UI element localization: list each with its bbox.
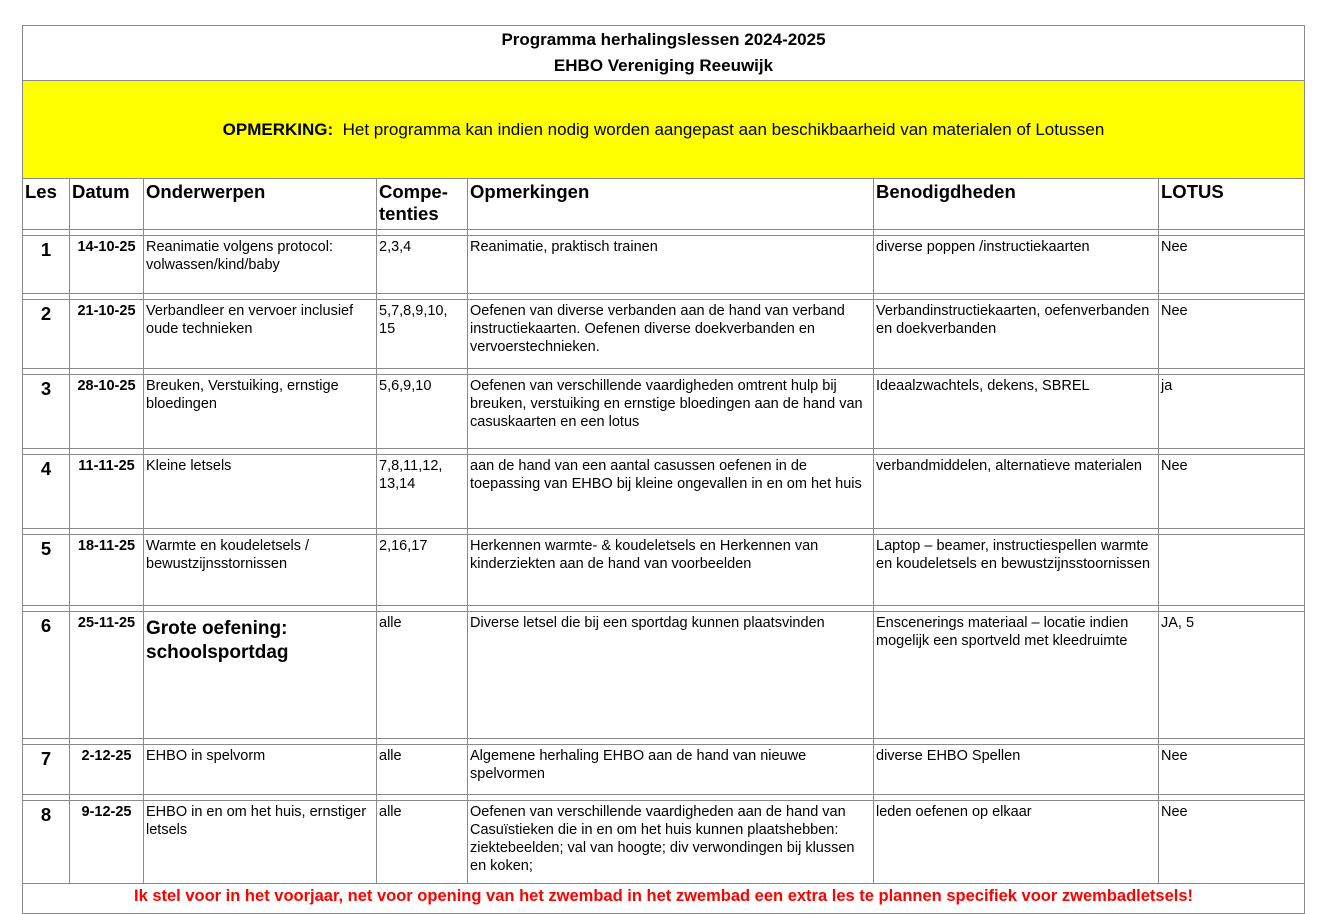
cell-competenties: 7,8,11,12, 13,14	[377, 455, 468, 529]
cell-benodigdheden: Enscenerings materiaal – locatie indien mogelijk een sportveld met kleedruimte	[874, 612, 1159, 739]
cell-datum: 21-10-25	[70, 300, 144, 369]
cell-lotus: JA, 5	[1159, 612, 1305, 739]
table-row	[23, 375, 1305, 449]
footer-note: Ik stel voor in het voorjaar, net voor opening van het zwembad in het zwembad een extra les te plannen specifiek voor zwembadletsels!	[23, 884, 1305, 914]
note-text: Het programma kan indien nodig worden aangepast aan beschikbaarheid van materialen of Lotussen	[342, 119, 1105, 139]
cell-les: 2	[23, 300, 70, 369]
cell-datum: 9-12-25	[70, 801, 144, 884]
cell-onderwerpen: EHBO in en om het huis, ernstiger letsels	[144, 801, 377, 884]
cell-onderwerpen: Reanimatie volgens protocol: volwassen/kind/baby	[144, 236, 377, 294]
cell-les: 6	[23, 612, 70, 739]
title-row	[23, 26, 1305, 81]
cell-opmerkingen: Herkennen warmte- & koudeletsels en Herkennen van kinderziekten aan de hand van voorbeelden	[468, 535, 874, 606]
cell-datum: 11-11-25	[70, 455, 144, 529]
cell-onderwerpen: Verbandleer en vervoer inclusief oude technieken	[144, 300, 377, 369]
cell-les: 8	[23, 801, 70, 884]
cell-opmerkingen: aan de hand van een aantal casussen oefenen in de toepassing van EHBO bij kleine ongevallen in en om het huis	[468, 455, 874, 529]
cell-onderwerpen: EHBO in spelvorm	[144, 745, 377, 795]
cell-lotus: Nee	[1159, 236, 1305, 294]
cell-opmerkingen: Oefenen van verschillende vaardigheden omtrent hulp bij breuken, verstuiking en ernstige bloedingen aan de hand van casuskaarten en een lotus	[468, 375, 874, 449]
col-header-les: Les	[23, 179, 70, 230]
cell-onderwerpen	[144, 612, 377, 739]
cell-benodigdheden: Laptop – beamer, instructiespellen warmte en koudeletsels en bewustzijnsstoornissen	[874, 535, 1159, 606]
cell-onderwerpen: Breuken, Verstuiking, ernstige bloedingen	[144, 375, 377, 449]
cell-les: 1	[23, 236, 70, 294]
cell-datum: 18-11-25	[70, 535, 144, 606]
cell-benodigdheden: diverse poppen /instructiekaarten	[874, 236, 1159, 294]
col-header-lotus: LOTUS	[1159, 179, 1305, 230]
cell-datum: 28-10-25	[70, 375, 144, 449]
cell-competenties: 2,3,4	[377, 236, 468, 294]
cell-lotus: Nee	[1159, 455, 1305, 529]
cell-benodigdheden: leden oefenen op elkaar	[874, 801, 1159, 884]
note-label: OPMERKING:	[222, 119, 334, 139]
cell-les: 7	[23, 745, 70, 795]
cell-opmerkingen: Oefenen van diverse verbanden aan de hand van verband instructiekaarten. Oefenen diverse doekverbanden en vervoerstechnieken.	[468, 300, 874, 369]
lesson-rows	[23, 230, 1305, 884]
col-header-competenties-line1: Compe-	[379, 181, 448, 202]
highlighted-topic: Grote oefening: schoolsportdag	[146, 618, 289, 663]
cell-competenties: alle	[377, 801, 468, 884]
cell-competenties: alle	[377, 612, 468, 739]
col-header-onderwerpen: Onderwerpen	[144, 179, 377, 230]
program-document	[22, 25, 1304, 914]
cell-competenties: 5,6,9,10	[377, 375, 468, 449]
col-header-benodigdheden: Benodigdheden	[874, 179, 1159, 230]
cell-les: 3	[23, 375, 70, 449]
col-header-competenties-line2: tenties	[379, 203, 439, 224]
cell-les: 4	[23, 455, 70, 529]
cell-benodigdheden: Ideaalzwachtels, dekens, SBREL	[874, 375, 1159, 449]
cell-les: 5	[23, 535, 70, 606]
cell-opmerkingen: Reanimatie, praktisch trainen	[468, 236, 874, 294]
table-row	[23, 612, 1305, 739]
col-header-opmerkingen: Opmerkingen	[468, 179, 874, 230]
cell-lotus: ja	[1159, 375, 1305, 449]
cell-opmerkingen: Diverse letsel die bij een sportdag kunnen plaatsvinden	[468, 612, 874, 739]
col-header-datum: Datum	[70, 179, 144, 230]
table-row	[23, 300, 1305, 369]
cell-benodigdheden: Verbandinstructiekaarten, oefenverbanden en doekverbanden	[874, 300, 1159, 369]
cell-onderwerpen: Warmte en koudeletsels / bewustzijnsstornissen	[144, 535, 377, 606]
col-header-competenties	[377, 179, 468, 230]
cell-datum: 2-12-25	[70, 745, 144, 795]
table-row	[23, 455, 1305, 529]
table-row	[23, 236, 1305, 294]
cell-lotus	[1159, 535, 1305, 606]
cell-competenties: alle	[377, 745, 468, 795]
cell-lotus: Nee	[1159, 300, 1305, 369]
title-line-1: Programma herhalingslessen 2024-2025	[501, 30, 826, 49]
cell-competenties: 2,16,17	[377, 535, 468, 606]
program-table	[22, 25, 1305, 914]
cell-opmerkingen: Oefenen van verschillende vaardigheden aan de hand van Casuïstieken die in en om het huis kunnen plaatshebben: ziektebeelden; val van hoogte; div verwondingen bij klussen en koken;	[468, 801, 874, 884]
table-row	[23, 745, 1305, 795]
cell-benodigdheden: diverse EHBO Spellen	[874, 745, 1159, 795]
note-row	[23, 81, 1305, 179]
cell-lotus: Nee	[1159, 801, 1305, 884]
table-row	[23, 801, 1305, 884]
table-row	[23, 535, 1305, 606]
cell-onderwerpen: Kleine letsels	[144, 455, 377, 529]
cell-datum: 14-10-25	[70, 236, 144, 294]
title-line-2: EHBO Vereniging Reeuwijk	[553, 56, 774, 75]
cell-datum: 25-11-25	[70, 612, 144, 739]
cell-lotus: Nee	[1159, 745, 1305, 795]
document-title	[23, 26, 1305, 81]
note-banner	[23, 81, 1305, 179]
cell-benodigdheden: verbandmiddelen, alternatieve materialen	[874, 455, 1159, 529]
footer-row	[23, 884, 1305, 914]
cell-competenties: 5,7,8,9,10, 15	[377, 300, 468, 369]
cell-opmerkingen: Algemene herhaling EHBO aan de hand van nieuwe spelvormen	[468, 745, 874, 795]
header-row	[23, 179, 1305, 230]
